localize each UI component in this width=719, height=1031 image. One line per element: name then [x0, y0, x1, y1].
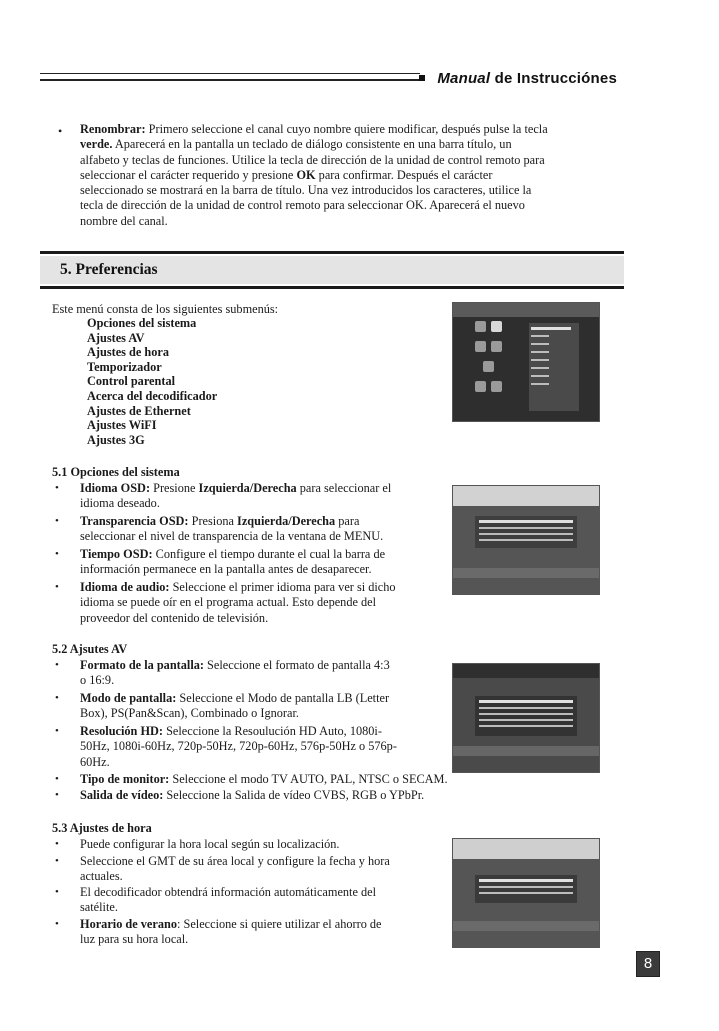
bullet: •	[55, 838, 59, 850]
subsection-heading: 5.2 Ajsutes AV	[52, 642, 128, 656]
screenshot-topbar	[453, 303, 599, 317]
bullet: •	[58, 124, 63, 138]
header-title: Manual de Instrucciónes	[437, 70, 617, 87]
menu-row	[531, 367, 549, 369]
setting-row	[479, 539, 573, 541]
time-settings-screenshot	[452, 838, 600, 948]
bullet: •	[55, 773, 59, 785]
submenu-item: Control parental	[87, 374, 176, 389]
menu-icon	[491, 321, 502, 332]
setting-row	[479, 520, 573, 523]
menu-icon	[475, 381, 486, 392]
menu-screenshot	[452, 302, 600, 422]
menu-icon	[491, 341, 502, 352]
menu-row	[531, 343, 549, 345]
setting-row	[479, 533, 573, 535]
header-rule-top	[40, 73, 420, 74]
list-item: • Idioma OSD: Presione Izquierda/Derecha para seleccionar el idioma deseado.	[55, 481, 392, 511]
setting-row	[479, 725, 573, 727]
menu-row	[531, 383, 549, 385]
setting-row	[479, 879, 573, 882]
section-banner	[40, 256, 624, 284]
menu-icon	[483, 361, 494, 372]
list-item: • Horario de verano: Seleccione si quiere utilizar el ahorro de luz para su hora local.	[55, 917, 382, 947]
menu-row	[531, 359, 549, 361]
list-item: • Seleccione el GMT de su área local y configure la fecha y hora actuales.	[55, 854, 390, 884]
submenu-item: Ajustes de hora	[87, 345, 169, 360]
setting-row	[479, 719, 573, 721]
section-title: 5. Preferencias	[60, 261, 158, 278]
submenu-item: Acerca del decodificador	[87, 388, 218, 403]
subsection-heading: 5.3 Ajustes de hora	[52, 821, 152, 835]
menu-row	[531, 327, 571, 330]
menu-row	[531, 351, 549, 353]
setting-row	[479, 892, 573, 894]
menu-icon	[475, 341, 486, 352]
menu-icon	[491, 381, 502, 392]
banner-rule-bottom	[40, 286, 624, 289]
list-item: • Puede configurar la hora local según su localización.	[55, 837, 340, 851]
bullet: •	[55, 548, 59, 560]
section-intro: Este menú consta de los siguientes submenús:	[52, 302, 279, 316]
screenshot-topbar	[453, 486, 599, 506]
submenu-item: Ajustes AV	[87, 330, 145, 345]
screenshot-bottombar	[453, 921, 599, 931]
bullet: •	[55, 581, 59, 593]
bullet: •	[55, 725, 59, 737]
bullet: •	[55, 659, 59, 671]
list-item: • Tipo de monitor: Seleccione el modo TV AUTO, PAL, NTSC o SECAM.	[55, 772, 448, 786]
page-number: 8	[636, 951, 660, 977]
submenu-item: Opciones del sistema	[87, 316, 197, 330]
list-item: • Formato de la pantalla: Seleccione el formato de pantalla 4:3 o 16:9.	[55, 658, 390, 688]
list-item: • El decodificador obtendrá información automáticamente del satélite.	[55, 885, 377, 915]
submenu-item: Ajustes WiFI	[87, 418, 157, 433]
setting-row	[479, 707, 573, 709]
list-item: • Resolución HD: Seleccione la Resoulución HD Auto, 1080i- 50Hz, 1080i-60Hz, 720p-50Hz, 720p-60Hz, 576p-50Hz o 576p- 60Hz.	[55, 724, 397, 769]
list-item: • Tiempo OSD: Configure el tiempo durante el cual la barra de información permanece en la pantalla antes de desaparecer.	[55, 547, 386, 577]
header-marker	[419, 75, 425, 81]
screenshot-bottombar	[453, 568, 599, 578]
submenu-list	[87, 316, 217, 447]
menu-icon	[475, 321, 486, 332]
bullet: •	[55, 515, 59, 527]
screenshot-bottombar	[453, 746, 599, 756]
subsection-heading: 5.1 Opciones del sistema	[52, 465, 180, 479]
bullet: •	[55, 482, 59, 494]
submenu-item: Ajustes de Ethernet	[87, 403, 191, 418]
submenu-item: Ajustes 3G	[87, 432, 145, 447]
list-item: • Salida de vídeo: Seleccione la Salida de vídeo CVBS, RGB o YPbPr.	[55, 788, 425, 802]
bullet: •	[55, 886, 59, 898]
menu-row	[531, 335, 549, 337]
bullet: •	[55, 789, 59, 801]
rename-paragraph: Renombrar: Primero seleccione el canal cuyo nombre quiere modificar, después pulse la tecla verde. Aparecerá en la pantalla un teclado de diálogo consistente en una barra título, un alfabeto y teclas de funciones. Utilice la tecla de dirección de la unidad de control remoto para seleccionar el carácter requerido y presione OK para confirmar. Después el carácter seleccionado se mostrará en la barra de título. Una vez introducidos los caracteres, utilice la tecla de dirección de la unidad de control remoto para seleccionar OK. Aparecerá el nuevo nombre del canal.	[80, 122, 548, 228]
list-item: • Idioma de audio: Seleccione el primer idioma para ver si dicho idioma se puede oír en el programa actual. Esto depende del proveedor del contenido de televisión.	[55, 580, 396, 625]
menu-row	[531, 375, 549, 377]
screenshot-topbar	[453, 664, 599, 678]
bullet: •	[55, 855, 59, 867]
header-rule-bottom	[40, 79, 420, 81]
av-settings-screenshot	[452, 663, 600, 773]
screenshot-topbar	[453, 839, 599, 859]
list-item: • Transparencia OSD: Presiona Izquierda/Derecha para seleccionar el nivel de transparencia de la ventana de MENU.	[55, 514, 384, 544]
list-item: • Modo de pantalla: Seleccione el Modo de pantalla LB (Letter Box), PS(Pan&Scan), Combinado o Ignorar.	[55, 691, 390, 721]
system-options-screenshot	[452, 485, 600, 595]
setting-row	[479, 527, 573, 529]
setting-row	[479, 713, 573, 715]
setting-row	[479, 700, 573, 703]
bullet: •	[55, 918, 59, 930]
submenu-item: Temporizador	[87, 359, 162, 374]
setting-row	[479, 886, 573, 888]
banner-rule-top	[40, 251, 624, 254]
bullet: •	[55, 692, 59, 704]
